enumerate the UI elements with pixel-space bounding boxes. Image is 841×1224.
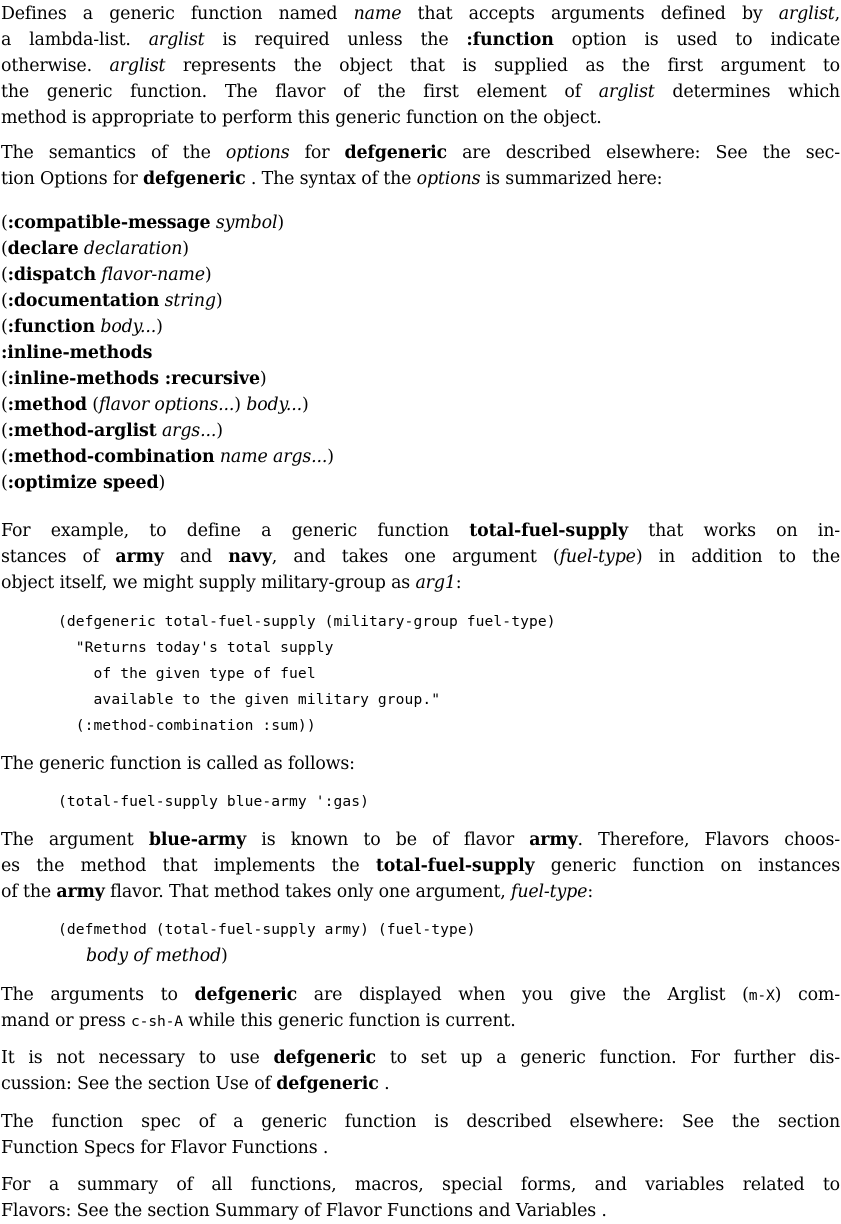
paragraph-5-line-2: es the method that implements the total-fuel-supply generic function on instances: [1, 856, 840, 876]
paragraph-1-line-4: the generic function. The flavor of the first element of arglist determines which: [1, 82, 840, 102]
code-line: (defmethod (total-fuel-supply army) (fuel-type): [58, 921, 476, 938]
option-item: (:method-arglist args...): [1, 421, 223, 441]
option-item: (:compatible-message symbol): [1, 213, 284, 233]
paragraph-7-line-1: It is not necessary to use defgeneric to set up a generic function. For further dis-: [1, 1048, 840, 1068]
paragraph-4: The generic function is called as follows:: [1, 754, 355, 774]
paragraph-1-line-1: Defines a generic function named name that accepts arguments defined by arglist,: [1, 4, 840, 24]
paragraph-2-line-1: The semantics of the options for defgeneric are described elsewhere: See the sec-: [1, 143, 840, 163]
term-name: name: [353, 4, 402, 24]
option-item: (:dispatch flavor-name): [1, 265, 212, 285]
paragraph-3-line-3: object itself, we might supply military-group as arg1:: [1, 573, 462, 593]
paragraph-9-line-2: Flavors: See the section Summary of Flavor Functions and Variables .: [1, 1201, 607, 1221]
code-line: available to the given military group.": [58, 691, 441, 708]
paragraph-3-line-2: stances of army and navy, and takes one argument (fuel-type) in addition to the: [1, 547, 840, 567]
section-link-use-of-defgeneric: defgeneric: [276, 1074, 379, 1094]
option-item: (:method (flavor options...) body...): [1, 395, 309, 415]
option-item: (declare declaration): [1, 239, 189, 259]
option-item: :inline-methods: [1, 343, 153, 363]
paragraph-6-line-1: The arguments to defgeneric are displayed when you give the Arglist (m-X) com-: [1, 985, 840, 1005]
paragraph-7-line-2: cussion: See the section Use of defgeneric .: [1, 1074, 390, 1094]
code-line: (defgeneric total-fuel-supply (military-group fuel-type): [58, 613, 556, 630]
paragraph-5-line-3: of the army flavor. That method takes only one argument, fuel-type:: [1, 882, 594, 902]
paragraph-1-line-5: method is appropriate to perform this generic function on the object.: [1, 108, 602, 128]
code-line-body: body of method): [86, 946, 228, 966]
option-item: (:function body...): [1, 317, 163, 337]
paragraph-9-line-1: For a summary of all functions, macros, special forms, and variables related to: [1, 1175, 840, 1195]
option-item: (:optimize speed): [1, 473, 166, 493]
option-item: (:documentation string): [1, 291, 223, 311]
paragraph-8-line-2: Function Specs for Flavor Functions .: [1, 1138, 329, 1158]
paragraph-8-line-1: The function spec of a generic function is described elsewhere: See the section: [1, 1112, 840, 1132]
code-line: (total-fuel-supply blue-army ':gas): [58, 793, 370, 810]
paragraph-2-line-2: tion Options for defgeneric . The syntax of the options is summarized here:: [1, 169, 663, 189]
option-item: (:inline-methods :recursive): [1, 369, 267, 389]
paragraph-6-line-2: mand or press c-sh-A while this generic function is current.: [1, 1011, 516, 1031]
paragraph-5-line-1: The argument blue-army is known to be of flavor army. Therefore, Flavors choos-: [1, 830, 840, 850]
paragraph-3-line-1: For example, to define a generic function total-fuel-supply that works on in-: [1, 521, 840, 541]
code-line: of the given type of fuel: [58, 665, 316, 682]
paragraph-1-line-2: a lambda-list. arglist is required unless the :function option is used to indicate: [1, 30, 840, 50]
code-line: "Returns today's total supply: [58, 639, 334, 656]
paragraph-1-line-3: otherwise. arglist represents the object that is supplied as the first argument to: [1, 56, 840, 76]
option-item: (:method-combination name args...): [1, 447, 334, 467]
code-line: (:method-combination :sum)): [58, 717, 316, 734]
